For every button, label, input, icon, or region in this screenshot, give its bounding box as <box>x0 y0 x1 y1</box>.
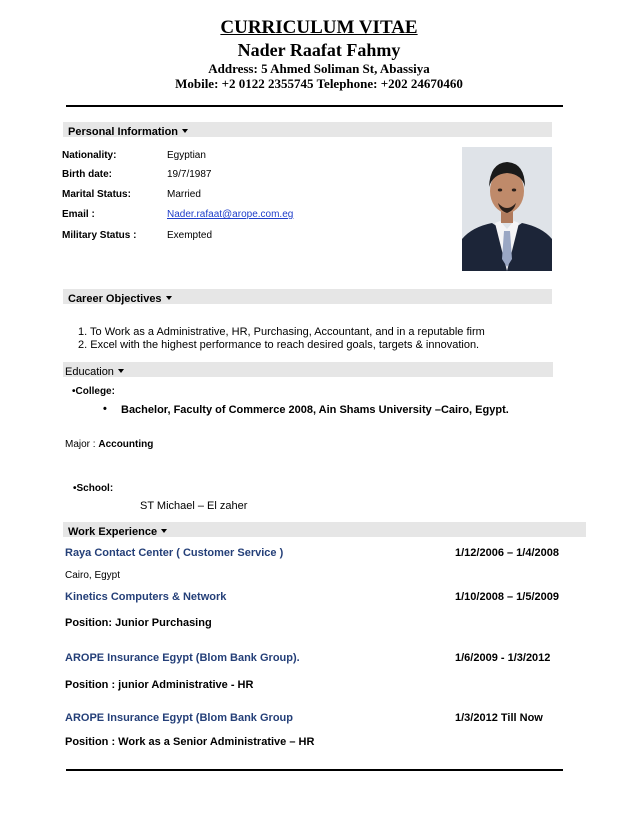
candidate-name: Nader Raafat Fahmy <box>237 40 401 60</box>
college-label: •College: <box>72 386 115 397</box>
work-experience-heading: Work Experience <box>68 526 158 538</box>
major-line <box>65 439 153 450</box>
job-dates: 1/10/2008 – 1/5/2009 <box>455 591 559 603</box>
school-label: •School: <box>73 483 114 494</box>
job-note: Cairo, Egypt <box>65 570 121 581</box>
job-company: AROPE Insurance Egypt (Blom Bank Group <box>65 712 293 724</box>
bottom-divider <box>66 769 563 771</box>
college-detail: Bachelor, Faculty of Commerce 2008, Ain Shams University –Cairo, Egypt. <box>121 404 509 416</box>
bullet-icon: • <box>103 403 107 415</box>
profile-photo <box>462 147 552 271</box>
education-heading: Education <box>65 366 114 378</box>
marital-status-value: Married <box>167 189 201 200</box>
birth-date-label: Birth date: <box>62 169 112 180</box>
dropdown-caret-icon <box>166 296 172 300</box>
career-objective-item: 1. To Work as a Administrative, HR, Purchasing, Accountant, and in a reputable firm <box>78 326 485 338</box>
school-detail: ST Michael – El zaher <box>140 500 248 512</box>
nationality-label: Nationality: <box>62 150 117 161</box>
dropdown-caret-icon <box>182 129 188 133</box>
dropdown-caret-icon <box>118 369 124 373</box>
career-objectives-bar <box>63 289 552 304</box>
job-dates: 1/12/2006 – 1/4/2008 <box>455 547 559 559</box>
dropdown-caret-icon <box>161 529 167 533</box>
address-line: Address: 5 Ahmed Soliman St, Abassiya <box>208 61 430 76</box>
cv-title: CURRICULUM VITAE <box>220 17 418 38</box>
work-experience-bar <box>63 522 586 537</box>
job-dates: 1/3/2012 Till Now <box>455 712 543 724</box>
personal-info-bar <box>63 122 552 137</box>
email-label: Email : <box>62 209 95 220</box>
birth-date-value: 19/7/1987 <box>167 169 212 180</box>
military-status-value: Exempted <box>167 230 213 241</box>
job-dates: 1/6/2009 - 1/3/2012 <box>455 652 551 664</box>
job-note: Position : junior Administrative - HR <box>65 679 254 691</box>
personal-info-heading: Personal Information <box>68 126 179 138</box>
career-objective-item: 2. Excel with the highest performance to reach desired goals, targets & innovation. <box>78 339 480 351</box>
major-prefix: Major : <box>65 439 99 450</box>
job-note: Position: Junior Purchasing <box>65 617 212 629</box>
email-link[interactable]: Nader.rafaat@arope.com.eg <box>167 209 294 220</box>
career-objectives-heading: Career Objectives <box>68 293 162 305</box>
marital-status-label: Marital Status: <box>62 189 131 200</box>
nationality-value: Egyptian <box>167 150 206 161</box>
top-divider <box>66 105 563 107</box>
job-company: AROPE Insurance Egypt (Blom Bank Group). <box>65 652 300 664</box>
education-bar <box>63 362 553 377</box>
major-value: Accounting <box>98 439 154 450</box>
portrait-illustration <box>462 147 552 271</box>
job-company: Raya Contact Center ( Customer Service ) <box>65 547 284 559</box>
job-company: Kinetics Computers & Network <box>65 591 227 603</box>
military-status-label: Military Status : <box>62 230 137 241</box>
contact-line: Mobile: +2 0122 2355745 Telephone: +202 24670460 <box>175 76 463 91</box>
job-note: Position : Work as a Senior Administrative – HR <box>65 736 315 748</box>
